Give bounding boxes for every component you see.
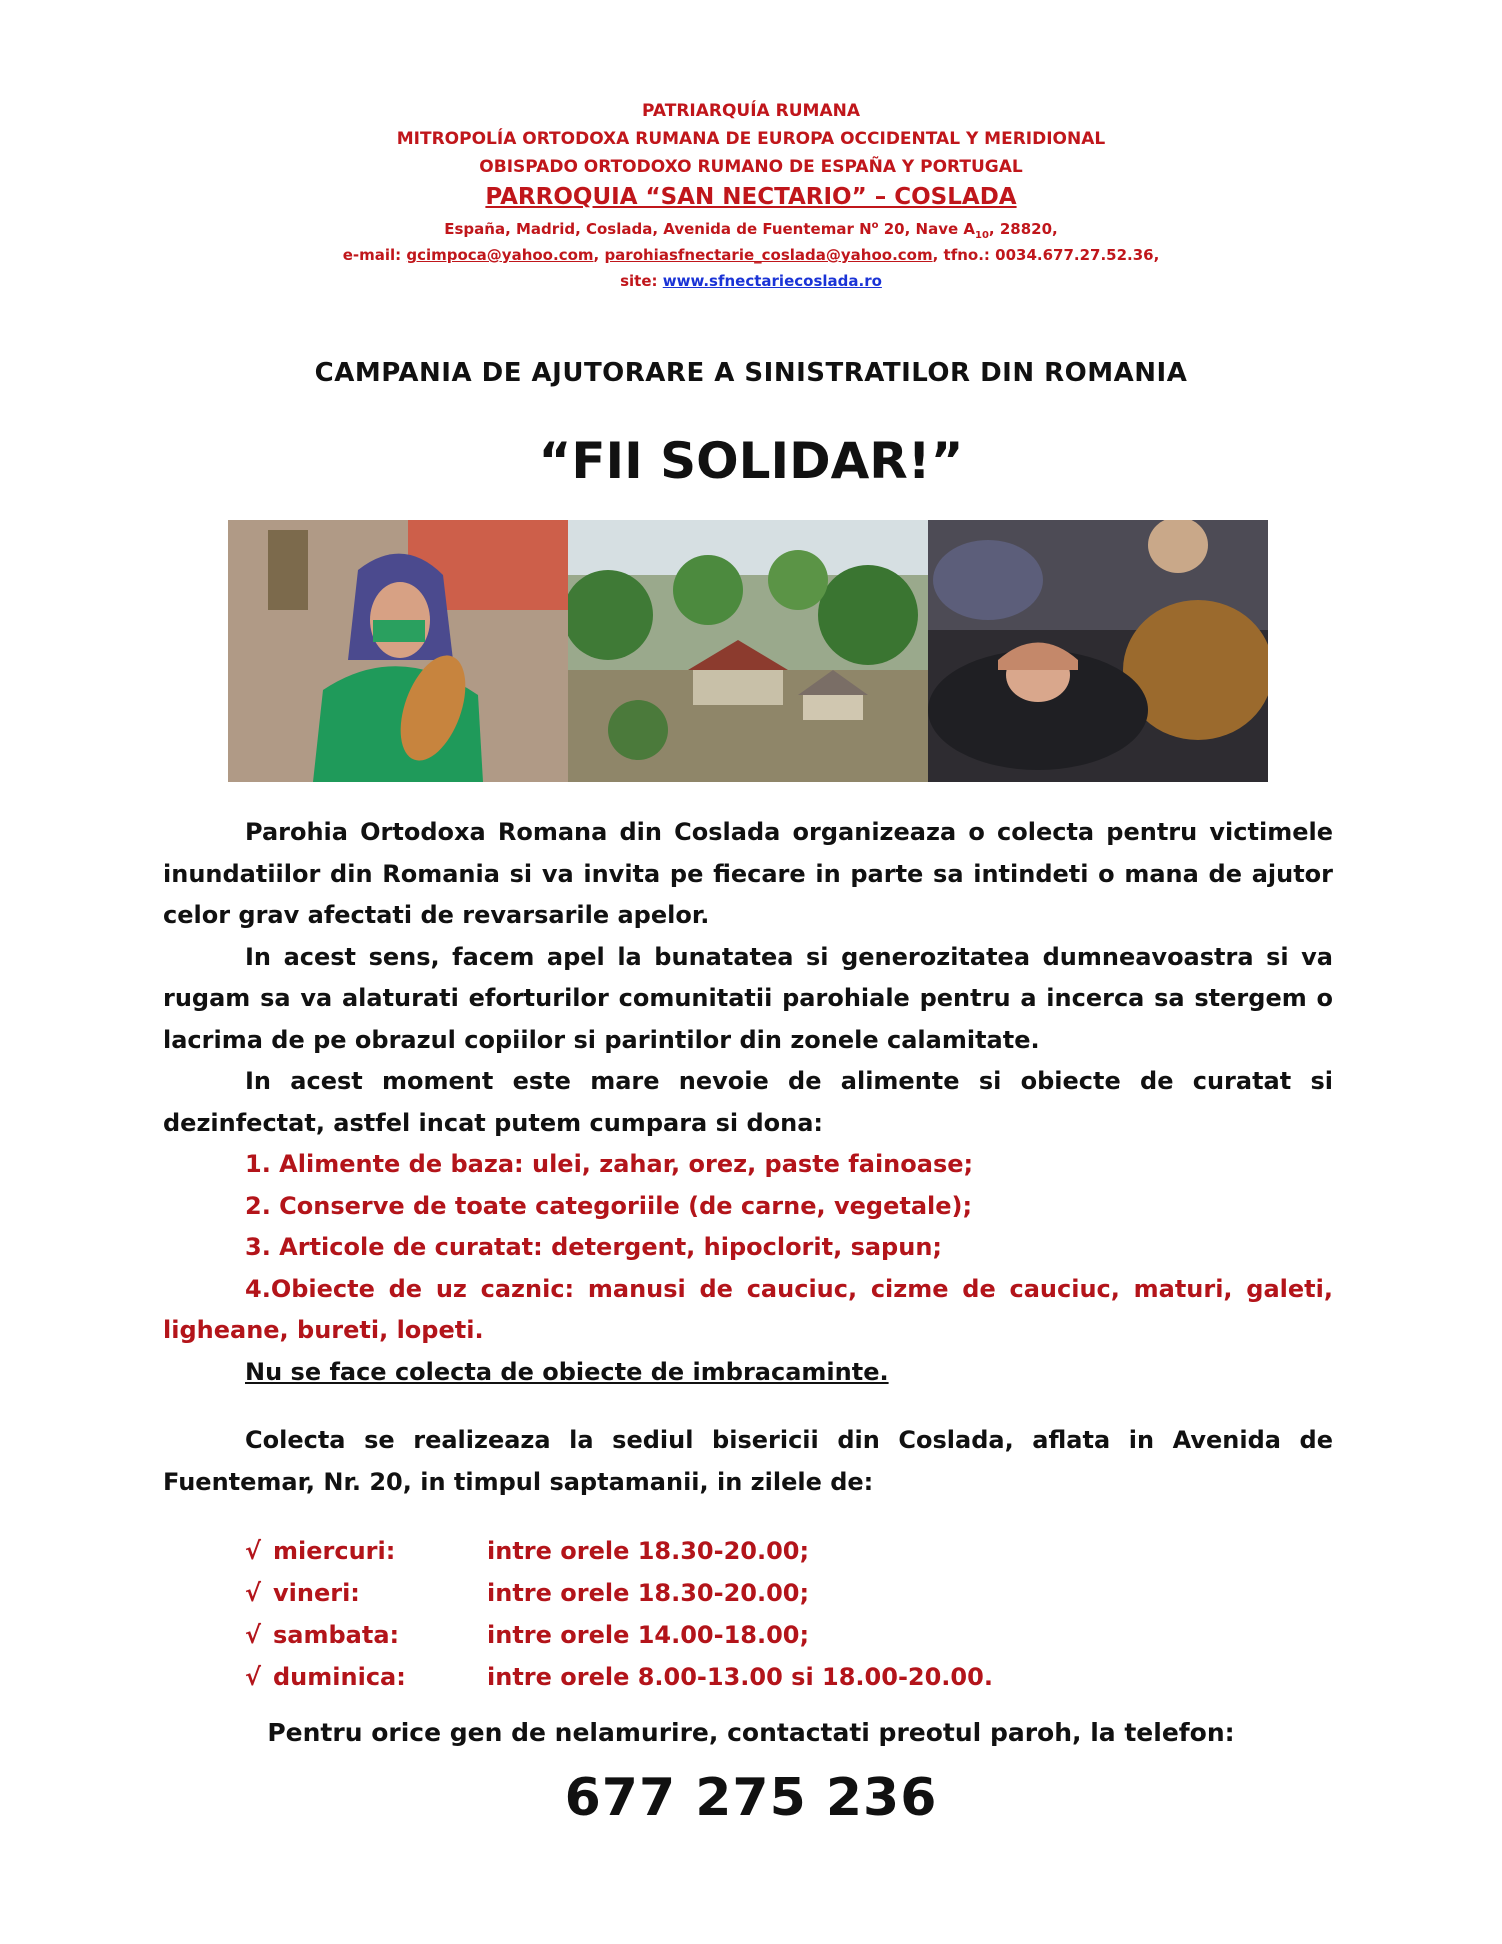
list-item: 4.Obiecte de uz caznic: manusi de cauciuc, cizme de cauciuc, maturi, galeti, ligheane, bureti, lopeti. [163, 1274, 1333, 1344]
check-icon: √ [245, 1663, 262, 1691]
woman-with-bread-photo [228, 520, 568, 782]
check-icon: √ [245, 1579, 262, 1607]
clothing-note-text: Nu se face colecta de obiecte de imbracaminte. [245, 1357, 889, 1386]
collect-info [163, 1420, 1333, 1503]
parish-name: PARROQUIA “SAN NECTARIO” – COSLADA [485, 184, 1017, 210]
campaign-title: CAMPANIA DE AJUTORARE A SINISTRATILOR DIN ROMANIA [314, 358, 1188, 388]
schedule-row [245, 1572, 993, 1614]
site-label: site: [620, 272, 663, 290]
address-text-mid: 20, Nave A [878, 220, 975, 238]
main-text [163, 812, 1333, 1393]
email-label: e-mail: [342, 246, 407, 264]
list-item: 1. Alimente de baza: ulei, zahar, orez, paste fainoase; [245, 1150, 974, 1178]
paragraph-collect: Colecta se realizeaza la sediul bisericii din Coslada, aflata in Avenida de Fuentemar, Nr. 20, in timpul saptamanii, in zilele de: [163, 1426, 1333, 1496]
header-site [0, 272, 1502, 290]
paragraph-appeal: In acest sens, facem apel la bunatatea si generozitatea dumneavoastra si va rugam sa va alaturati eforturilor comunitatii parohiale pentru a incerca sa stergem o lacrima de pe obrazul copiilor si parintilor din zonele calamitate. [163, 942, 1333, 1054]
contact-text: Pentru orice gen de nelamurire, contactati preotul paroh, la telefon: [267, 1718, 1235, 1747]
schedule-hours: intre orele 18.30-20.00; [487, 1579, 810, 1607]
clothing-note [163, 1352, 1333, 1394]
schedule-row [245, 1530, 993, 1572]
schedule-hours: intre orele 18.30-20.00; [487, 1537, 810, 1565]
header-parish [0, 184, 1502, 210]
email-separator: , [593, 246, 605, 264]
schedule-list [245, 1530, 993, 1698]
list-item: 3. Articole de curatat: detergent, hipoclorit, sapun; [245, 1233, 942, 1261]
schedule-day: duminica: [273, 1663, 406, 1691]
header-address [0, 220, 1502, 241]
phone-number[interactable]: 677 275 236 [564, 1768, 938, 1828]
check-icon: √ [245, 1621, 262, 1649]
header-contacts [0, 246, 1502, 264]
email-link-2[interactable]: parohiasfnectarie_coslada@yahoo.com [604, 246, 933, 264]
photo-strip [228, 520, 1268, 782]
paragraph-intro: Parohia Ortodoxa Romana din Coslada organizeaza o colecta pentru victimele inundatiilor din Romania si va invita pe fiecare in parte sa intindeti o mana de ajutor celor grav afectati de revarsarile apelor. [163, 818, 1333, 929]
address-sup: o [871, 220, 879, 231]
sleeping-child-photo [928, 520, 1268, 782]
header-bishopric: OBISPADO ORTODOXO RUMANO DE ESPAÑA Y PORTUGAL [479, 157, 1023, 177]
schedule-row [245, 1656, 993, 1698]
check-icon: √ [245, 1537, 262, 1565]
paragraph-needs: In acest moment este mare nevoie de alimente si obiecte de curatat si dezinfectat, astfel incat putem cumpara si dona: [163, 1067, 1333, 1137]
email-link-1[interactable]: gcimpoca@yahoo.com [406, 246, 594, 264]
schedule-day: miercuri: [273, 1537, 396, 1565]
schedule-day: sambata: [273, 1621, 400, 1649]
header-metropolis: MITROPOLÍA ORTODOXA RUMANA DE EUROPA OCCIDENTAL Y MERIDIONAL [396, 129, 1106, 149]
address-text-end: , 28820, [988, 220, 1058, 238]
address-sub: 10 [975, 230, 989, 241]
header-phone: , tfno.: 0034.677.27.52.36, [932, 246, 1160, 264]
list-item: 2. Conserve de toate categoriile (de carne, vegetale); [245, 1191, 973, 1220]
header-patriarchate: PATRIARQUÍA RUMANA [641, 101, 860, 121]
schedule-row [245, 1614, 993, 1656]
flooded-village-photo [568, 520, 928, 782]
schedule-hours: intre orele 14.00-18.00; [487, 1621, 810, 1649]
address-text: España, Madrid, Coslada, Avenida de Fuentemar N [444, 220, 872, 238]
site-link[interactable]: www.sfnectariecoslada.ro [662, 272, 882, 290]
slogan: “FII SOLIDAR!” [538, 432, 964, 490]
schedule-day: vineri: [273, 1579, 360, 1607]
schedule-hours: intre orele 8.00-13.00 si 18.00-20.00. [487, 1663, 993, 1691]
